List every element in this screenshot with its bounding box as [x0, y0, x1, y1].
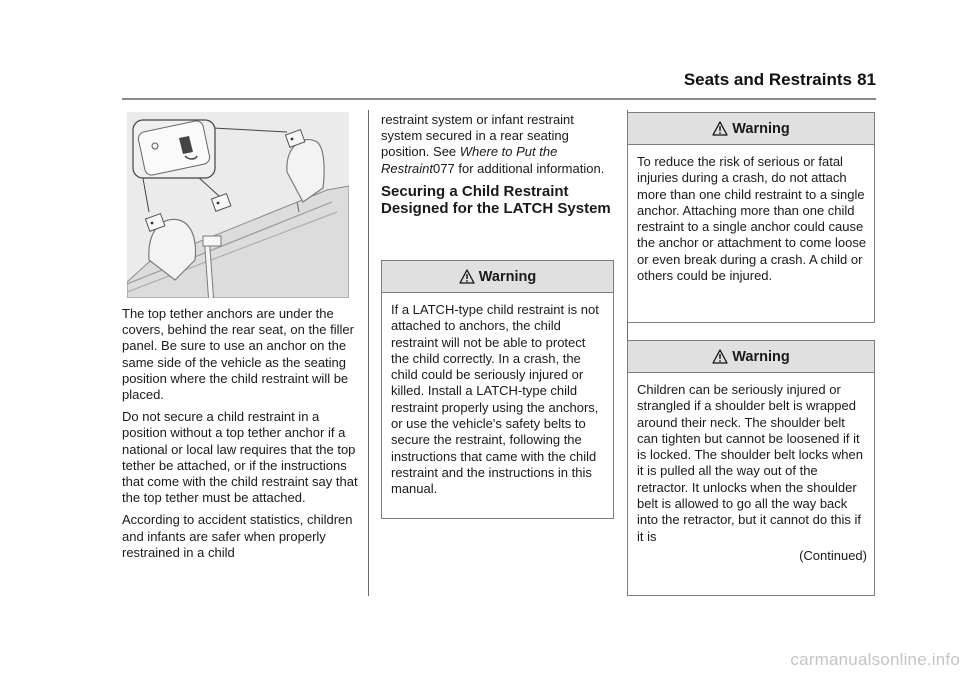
- warning-box-single-anchor: [627, 112, 875, 323]
- intro-suffix: for additional information.: [454, 160, 605, 176]
- warning-header: [628, 113, 874, 145]
- warning-box-latch: [381, 260, 614, 519]
- seat-illustration-svg: [127, 112, 349, 298]
- intro-prefix: restraint system or infant restraint system secured in a rear seating position. See: [381, 112, 574, 160]
- continued-label: (Continued): [799, 547, 867, 563]
- watermark: carmanualsonline.info: [790, 650, 960, 669]
- header-rule: [122, 98, 876, 100]
- warning-text-block: [628, 373, 874, 572]
- warning-text: Children can be seriously injured or strangled if a shoulder belt is wrapped around their neck. The shoulder belt can tighten but cannot be loosened if it is locked. The shoulder belt locks when it is pulled all the way out of the retractor. It unlocks when the shoulder belt is allowed to go all the way back into the retractor, but it cannot do this if it is: [637, 382, 863, 544]
- paragraph-continuation: [381, 112, 614, 177]
- column-2-text: [381, 112, 614, 228]
- warning-header: [382, 261, 613, 293]
- warning-box-shoulder-belt: [627, 340, 875, 596]
- page-header-title: Seats and Restraints: [683, 70, 852, 89]
- page-number: 81: [857, 70, 876, 89]
- warning-title: Warning: [732, 348, 790, 365]
- warning-triangle-icon: [712, 349, 728, 364]
- reference-arrow-icon: 0: [433, 160, 441, 176]
- paragraph-statistics: According to accident statistics, children and infants are safer when properly restrained in a child: [122, 512, 353, 560]
- reference-page[interactable]: 77: [440, 160, 455, 176]
- column-divider: [368, 110, 369, 596]
- warning-text: If a LATCH-type child restraint is not attached to anchors, the child restraint will not be able to protect the child correctly. In a crash, the child could be seriously injured or killed. Install a LATCH-type child restraint properly using the anchors, or use the vehicle's safety belts to secure the restraint, following the instructions that came with the child restraint and the instructions in this manual.: [391, 302, 599, 497]
- cross-reference-link[interactable]: Where to Put the Restraint: [381, 144, 558, 176]
- column-1-text: [122, 306, 358, 567]
- paragraph-tether-law: Do not secure a child restraint in a position without a top tether anchor if a national or local law requires that the top tether be attached, or if the instructions that come with the child restraint say that the top tether must be attached.: [122, 409, 358, 506]
- warning-title: Warning: [732, 120, 790, 137]
- warning-title: Warning: [478, 268, 537, 285]
- section-heading-latch: Securing a Child Restraint Designed for the LATCH System: [381, 182, 611, 218]
- warning-text: To reduce the risk of serious or fatal injuries during a crash, do not attach more than one child restraint to a single anchor. Attaching more than one child restraint to a single anchor could cause the anchor or attachment to come loose or even break during a crash. A child or others could be injured.: [637, 154, 867, 284]
- tether-anchor-illustration: [127, 112, 349, 298]
- warning-header: [628, 341, 874, 373]
- paragraph-tether-location: The top tether anchors are under the covers, behind the rear seat, on the filler panel. Be sure to use an anchor on the same side of the vehicle as the seating position where the child restraint will be placed.: [122, 306, 354, 403]
- warning-triangle-icon: [459, 269, 475, 284]
- warning-triangle-icon: [712, 121, 728, 136]
